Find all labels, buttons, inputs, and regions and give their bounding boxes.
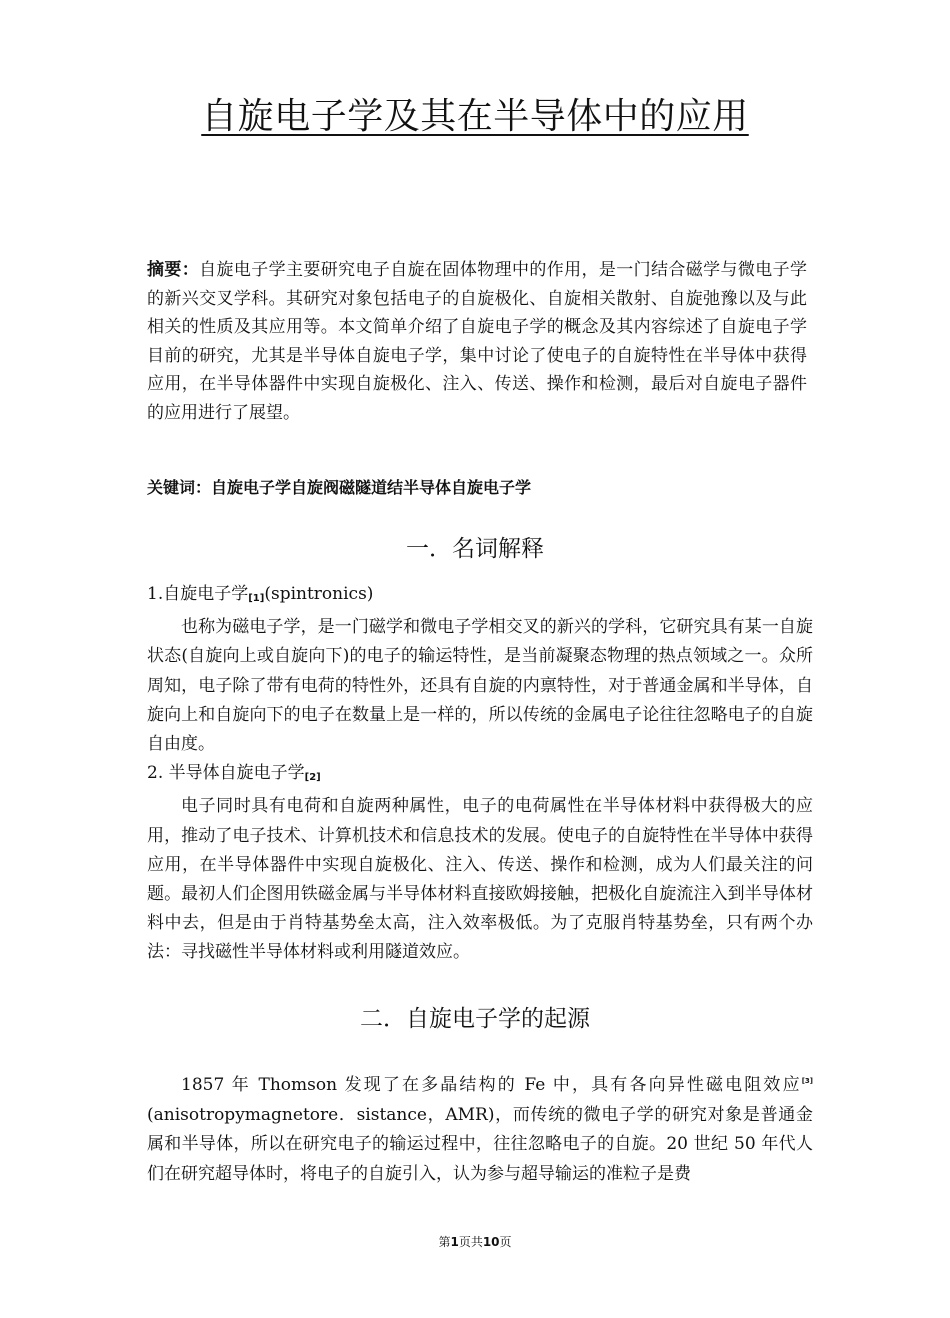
document-title — [0, 92, 950, 142]
footer-total-pages: 10 — [482, 1235, 500, 1249]
page-footer — [0, 1233, 950, 1251]
footer-mid: 页共 — [458, 1235, 483, 1249]
item-2-heading — [147, 759, 813, 792]
citation-3[interactable]: [3] — [801, 1077, 813, 1085]
footer-pre: 第 — [438, 1235, 451, 1249]
item-1-paragraph: 也称为磁电子学，是一门磁学和微电子学相交叉的新兴的学科，它研究具有某一自旋状态(自旋向上或自旋向下)的电子的输运特性，是当前凝聚态物理的热点领域之一。众所周知，电子除了带有电荷的特性外，还具有自旋的内禀特性，对于普通金属和半导体，自旋向上和自旋向下的电子在数量上是一样的，所以传统的金属电子论往往忽略电子的自旋自由度。 — [147, 617, 813, 755]
section-2-text-a: 1857 年 Thomson 发现了在多晶结构的 Fe 中，具有各向异性磁电阻效应 — [181, 1075, 802, 1095]
section-2-body — [147, 1067, 813, 1189]
section-2-paragraph — [147, 1067, 813, 1189]
title-text: 自旋电子学及其在半导体中的应用 — [201, 96, 749, 137]
item-2-paragraph: 电子同时具有电荷和自旋两种属性，电子的电荷属性在半导体材料中获得极大的应用，推动了电子技术、计算机技术和信息技术的发展。使电子的自旋特性在半导体中获得应用，在半导体器件中实现自旋极化、注入、传送、操作和检测，成为人们最关注的问题。最初人们企图用铁磁金属与半导体材料直接欧姆接触，把极化自旋流注入到半导体材料中去，但是由于肖特基势垒太高，注入效率极低。为了克服肖特基势垒，只有两个办法：寻找磁性半导体材料或利用隧道效应。 — [147, 796, 813, 963]
item-1-heading — [147, 580, 813, 613]
item-1-prefix: 1.自旋电子学 — [147, 584, 249, 604]
citation-1[interactable]: [1] — [248, 593, 265, 604]
item-2-prefix: 2. 半导体自旋电子学 — [147, 763, 305, 784]
citation-2[interactable]: [2] — [304, 772, 321, 784]
section-heading-1: 一．名词解释 — [406, 536, 544, 562]
section-2-text-b: (anisotropymagnetore．sistance，AMR)，而传统的微电子学的研究对象是普通金属和半导体，所以在研究电子的输运过程中，往往忽略电子的自旋。20 世纪 50 年代人们在研究超导体时，将电子的自旋引入，认为参与超导输运的准粒子是费 — [147, 1104, 813, 1184]
abstract-label: 摘要： — [147, 260, 200, 280]
footer-post: 页 — [499, 1235, 512, 1249]
abstract-text: 自旋电子学主要研究电子自旋在固体物理中的作用，是一门结合磁学与微电子学的新兴交叉学科。其研究对象包括电子的自旋极化、自旋相关散射、自旋弛豫以及与此相关的性质及其应用等。本文简单介绍了自旋电子学的概念及其内容综述了自旋电子学目前的研究，尤其是半导体自旋电子学，集中讨论了使电子的自旋特性在半导体中获得应用，在半导体器件中实现自旋极化、注入、传送、操作和检测，最后对自旋电子器件的应用进行了展望。 — [147, 260, 808, 423]
footer-page-number: 1 — [450, 1235, 459, 1249]
abstract-block — [147, 256, 807, 427]
section-heading-2: 二．自旋电子学的起源 — [360, 1006, 590, 1032]
section-1-body — [147, 580, 813, 968]
keywords-line: 关键词：自旋电子学自旋阀磁隧道结半导体自旋电子学 — [147, 478, 532, 497]
item-1-suffix: (spintronics) — [264, 584, 374, 604]
